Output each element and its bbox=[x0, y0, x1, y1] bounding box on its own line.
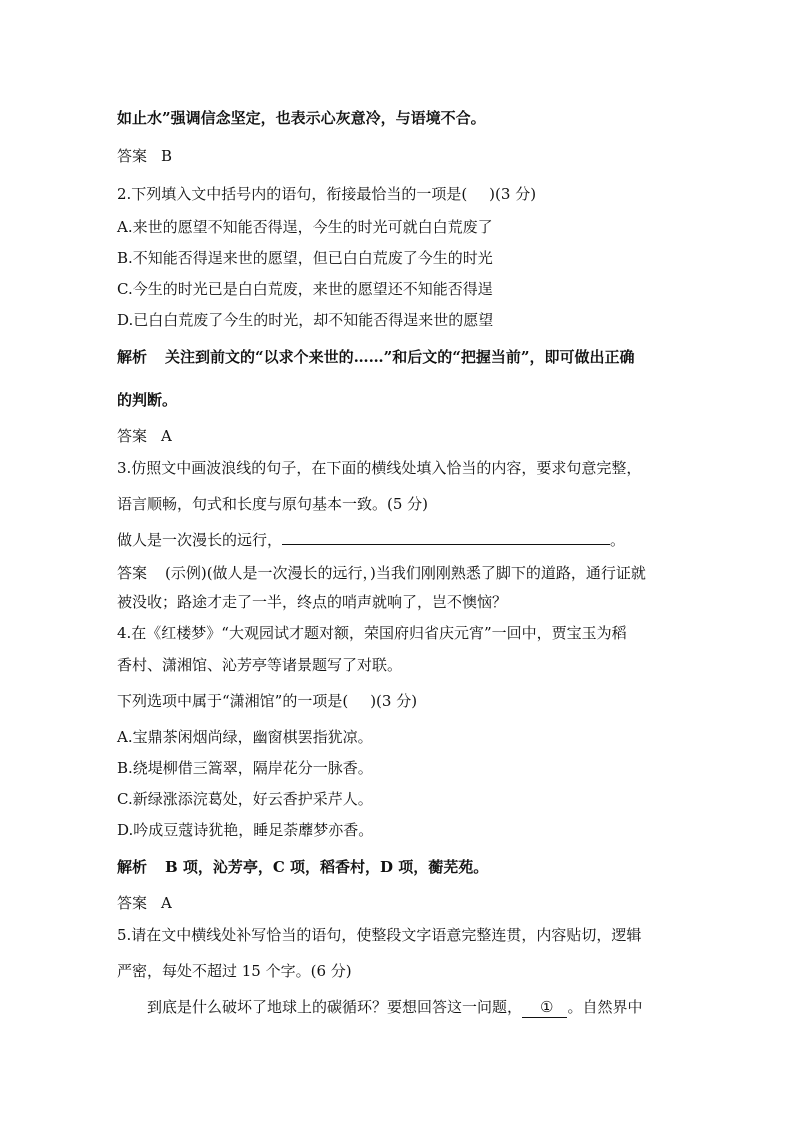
explanation-4 bbox=[117, 857, 488, 877]
answer-2 bbox=[117, 426, 172, 446]
answer-text: (示例)(做人是一次漫长的远行，)当我们刚刚熟悉了脚下的道路，通行证就 bbox=[165, 564, 646, 582]
explanation-2-cont: 的判断。 bbox=[117, 391, 178, 409]
prompt-text: 做人是一次漫长的远行， bbox=[117, 531, 283, 549]
blank-number-1: ① bbox=[522, 997, 567, 1018]
option-4b: B.绕堤柳借三篙翠，隔岸花分一脉香。 bbox=[117, 759, 373, 777]
question-2-points: )(3 分) bbox=[489, 185, 537, 203]
option-2c: C.今生的时光已是白白荒废，来世的愿望还不知能否得逞 bbox=[117, 280, 493, 298]
answer-value: B bbox=[161, 147, 173, 165]
question-5-cont: 严密，每处不超过 15 个字。(6 分) bbox=[117, 962, 352, 980]
question-3: 3.仿照文中画波浪线的句子，在下面的横线处填入恰当的内容，要求句意完整， bbox=[117, 459, 642, 477]
answer-label: 答案 bbox=[117, 564, 148, 582]
question-2 bbox=[117, 184, 536, 204]
explanation-label: 解析 bbox=[117, 858, 148, 876]
answer-label: 答案 bbox=[117, 894, 148, 912]
option-4a: A.宝鼎茶闲烟尚绿，幽窗棋罢指犹凉。 bbox=[117, 728, 373, 746]
question-4-cont: 香村、潇湘馆、沁芳亭等诸景题写了对联。 bbox=[117, 656, 403, 674]
answer-3 bbox=[117, 563, 646, 583]
question-3-cont: 语言顺畅，句式和长度与原句基本一致。(5 分) bbox=[117, 495, 429, 513]
answer-label: 答案 bbox=[117, 427, 148, 445]
passage-text: 到底是什么破坏了地球上的碳循环？要想回答这一问题， bbox=[147, 998, 523, 1016]
explanation-text: 关注到前文的“以求个来世的……”和后文的“把握当前”，即可做出正确 bbox=[165, 348, 635, 366]
option-2d: D.已白白荒废了今生的时光，却不知能否得逞来世的愿望 bbox=[117, 311, 494, 329]
answer-3-cont: 被没收；路途才走了一半，终点的哨声就响了，岂不懊恼？ bbox=[117, 593, 508, 611]
fill-in-line bbox=[282, 530, 610, 545]
option-4d: D.吟成豆蔻诗犹艳，睡足荼蘼梦亦香。 bbox=[117, 821, 374, 839]
question-4: 4.在《红楼梦》“大观园试才题对额，荣国府归省庆元宵”一回中，贾宝玉为稻 bbox=[117, 624, 627, 642]
answer-label: 答案 bbox=[117, 147, 148, 165]
answer-4 bbox=[117, 893, 172, 913]
question-4-stem bbox=[117, 691, 417, 711]
question-3-prompt bbox=[117, 530, 625, 550]
passage-5 bbox=[147, 997, 642, 1018]
question-4-stem-text: 下列选项中属于“潇湘馆”的一项是( bbox=[117, 692, 349, 710]
answer-1 bbox=[117, 146, 172, 166]
prompt-end: 。 bbox=[610, 531, 626, 549]
explanation-continuation: 如止水”强调信念坚定，也表示心灰意冷，与语境不合。 bbox=[117, 109, 486, 127]
answer-value: A bbox=[161, 894, 172, 912]
question-4-points: )(3 分) bbox=[370, 692, 418, 710]
question-2-text: 2.下列填入文中括号内的语句，衔接最恰当的一项是( bbox=[117, 185, 468, 203]
explanation-2 bbox=[117, 347, 635, 367]
option-2a: A.来世的愿望不知能否得逞，今生的时光可就白白荒废了 bbox=[117, 218, 493, 236]
option-4c: C.新绿涨添浣葛处，好云香护采芹人。 bbox=[117, 790, 373, 808]
question-5: 5.请在文中横线处补写恰当的语句，使整段文字语意完整连贯，内容贴切，逻辑 bbox=[117, 926, 642, 944]
passage-text-end: 。自然界中 bbox=[567, 998, 643, 1016]
explanation-label: 解析 bbox=[117, 348, 148, 366]
explanation-text: B 项，沁芳亭，C 项，稻香村，D 项，蘅芜苑。 bbox=[165, 858, 489, 876]
option-2b: B.不知能否得逞来世的愿望，但已白白荒废了今生的时光 bbox=[117, 249, 493, 267]
answer-value: A bbox=[161, 427, 172, 445]
